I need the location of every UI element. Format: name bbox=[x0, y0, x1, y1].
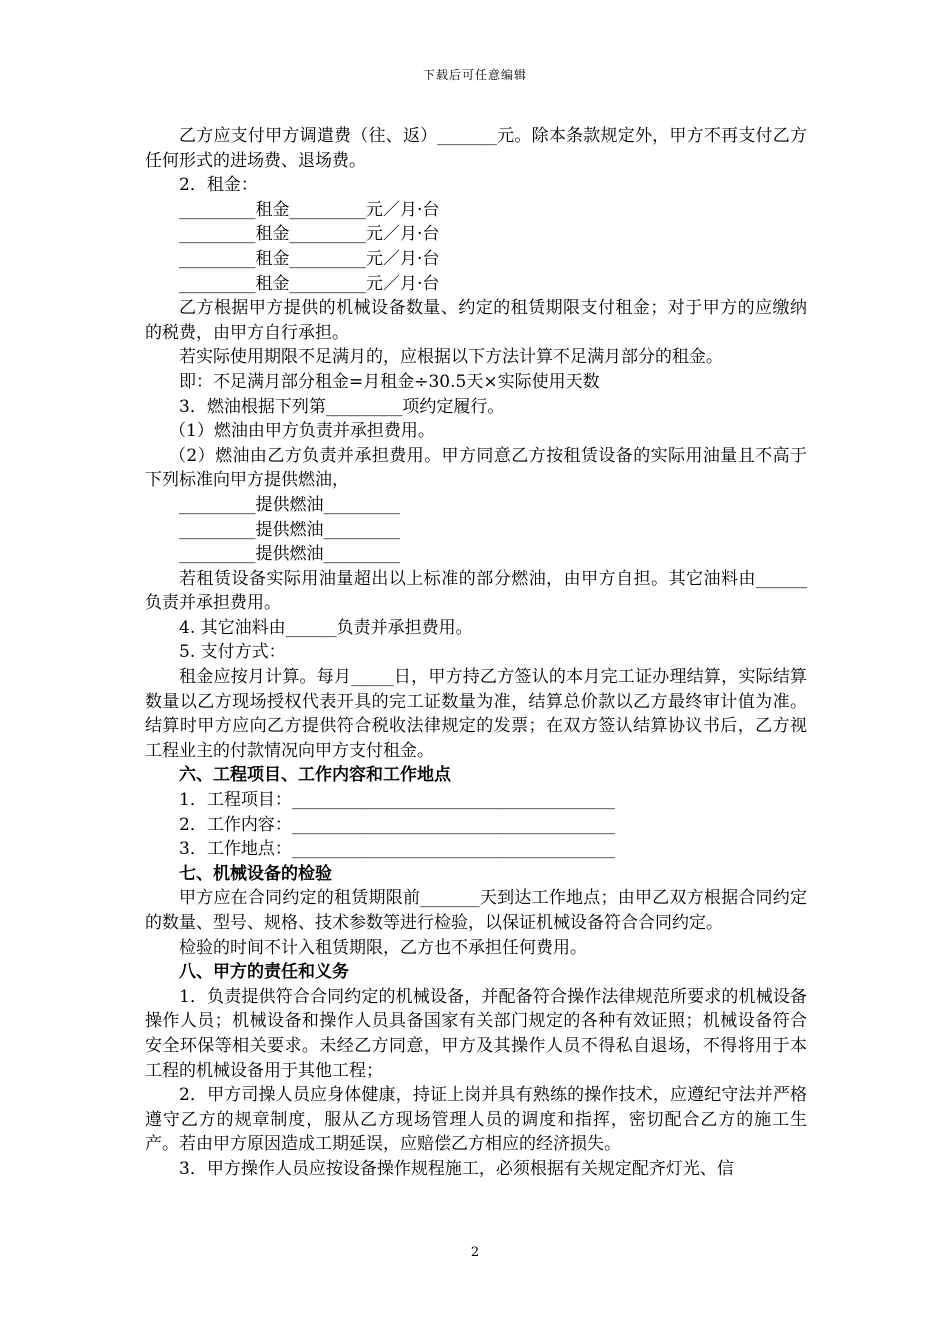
project-line: 1．工程项目：______________________________________ bbox=[179, 790, 615, 811]
fuel-option-2: （2）燃油由乙方负责并承担费用。甲方同意乙方按租赁设备的实际用油量且不高于下列标准向甲方提供燃油， bbox=[145, 445, 807, 491]
fuel-option-1: （1）燃油由甲方负责并承担费用。 bbox=[169, 421, 435, 442]
paragraph-duty-2: 2．甲方司操人员应身体健康，持证上岗并具有熟练的操作技术，应遵纪守法并严格遵守乙方的规章制度，服从乙方现场管理人员的调度和指挥，密切配合乙方的施工生产。若由甲方原因造成工期延误，应赔偿乙方相应的经济损失。 bbox=[145, 1085, 807, 1155]
work-content-line: 2．工作内容：______________________________________ bbox=[179, 814, 615, 835]
paragraph-payment-heading: 5. 支付方式： bbox=[179, 642, 286, 663]
rent-line-3: _________租金_________元／月·台 bbox=[179, 248, 440, 269]
fuel-line-2: _________提供燃油_________ bbox=[179, 519, 400, 540]
rent-line-2: _________租金_________元／月·台 bbox=[179, 224, 440, 245]
paragraph-dispatch-fee: 乙方应支付甲方调遣费（往、返）_______元。除本条款规定外，甲方不再支付乙方任何形式的进场费、退场费。 bbox=[145, 126, 807, 171]
paragraph-duty-3: 3．甲方操作人员应按设备操作规程施工，必须根据有关规定配齐灯光、信 bbox=[179, 1158, 734, 1179]
page-header: 下载后可任意编辑 bbox=[422, 68, 527, 82]
section-heading-6: 六、工程项目、工作内容和工作地点 bbox=[179, 765, 451, 786]
paragraph-fuel-heading: 3．燃油根据下列第_________项约定履行。 bbox=[179, 396, 505, 417]
paragraph-inspection: 甲方应在合同约定的租赁期限前_______天到达工作地点；由甲乙双方根据合同约定的数量、型号、规格、技术参数等进行检验，以保证机械设备符合合同约定。 bbox=[145, 888, 807, 933]
paragraph-partial-formula: 即：不足满月部分租金=月租金÷30.5天×实际使用天数 bbox=[179, 371, 600, 392]
paragraph-rent-payment: 乙方根据甲方提供的机械设备数量、约定的租赁期限支付租金；对于甲方的应缴纳的税费，由甲方自行承担。 bbox=[145, 298, 807, 343]
document-body bbox=[145, 124, 807, 1182]
paragraph-partial-month: 若实际使用期限不足满月的，应根据以下方法计算不足满月部分的租金。 bbox=[179, 347, 723, 368]
paragraph-rent-heading: 2．租金： bbox=[179, 175, 258, 196]
fuel-line-3: _________提供燃油_________ bbox=[179, 544, 400, 565]
paragraph-other-oil: 4. 其它油料由______负责并承担费用。 bbox=[179, 617, 473, 638]
section-heading-8: 八、甲方的责任和义务 bbox=[179, 962, 349, 983]
paragraph-duty-1: 1．负责提供符合合同约定的机械设备，并配备符合操作法律规范所要求的机械设备操作人员；机械设备和操作人员具备国家有关部门规定的各种有效证照；机械设备符合安全环保等相关要求。未经乙方同意，甲方及其操作人员不得私自退场，不得将用于本工程的机械设备用于其他工程； bbox=[145, 986, 807, 1081]
work-location-line: 3．工作地点：______________________________________ bbox=[179, 839, 615, 860]
rent-line-1: _________租金_________元／月·台 bbox=[179, 199, 440, 220]
paragraph-payment-terms: 租金应按月计算。每月_____日，甲方持乙方签认的本月完工证办理结算，实际结算数量以乙方现场授权代表开具的完工证数量为准，结算总价款以乙方最终审计值为准。结算时甲方应向乙方提供符合税收法律规定的发票；在双方签认结算协议书后，乙方视工程业主的付款情况向甲方支付租金。 bbox=[145, 667, 807, 761]
page-number: 2 bbox=[470, 1245, 480, 1260]
paragraph-excess-fuel: 若租赁设备实际用油量超出以上标准的部分燃油，由甲方自担。其它油料由______负责并承担费用。 bbox=[145, 568, 807, 614]
section-heading-7: 七、机械设备的检验 bbox=[179, 863, 332, 884]
paragraph-inspection-time: 检验的时间不计入租赁期限，乙方也不承担任何费用。 bbox=[179, 937, 587, 958]
fuel-line-1: _________提供燃油_________ bbox=[179, 494, 400, 515]
rent-line-4: _________租金_________元／月·台 bbox=[179, 273, 440, 294]
